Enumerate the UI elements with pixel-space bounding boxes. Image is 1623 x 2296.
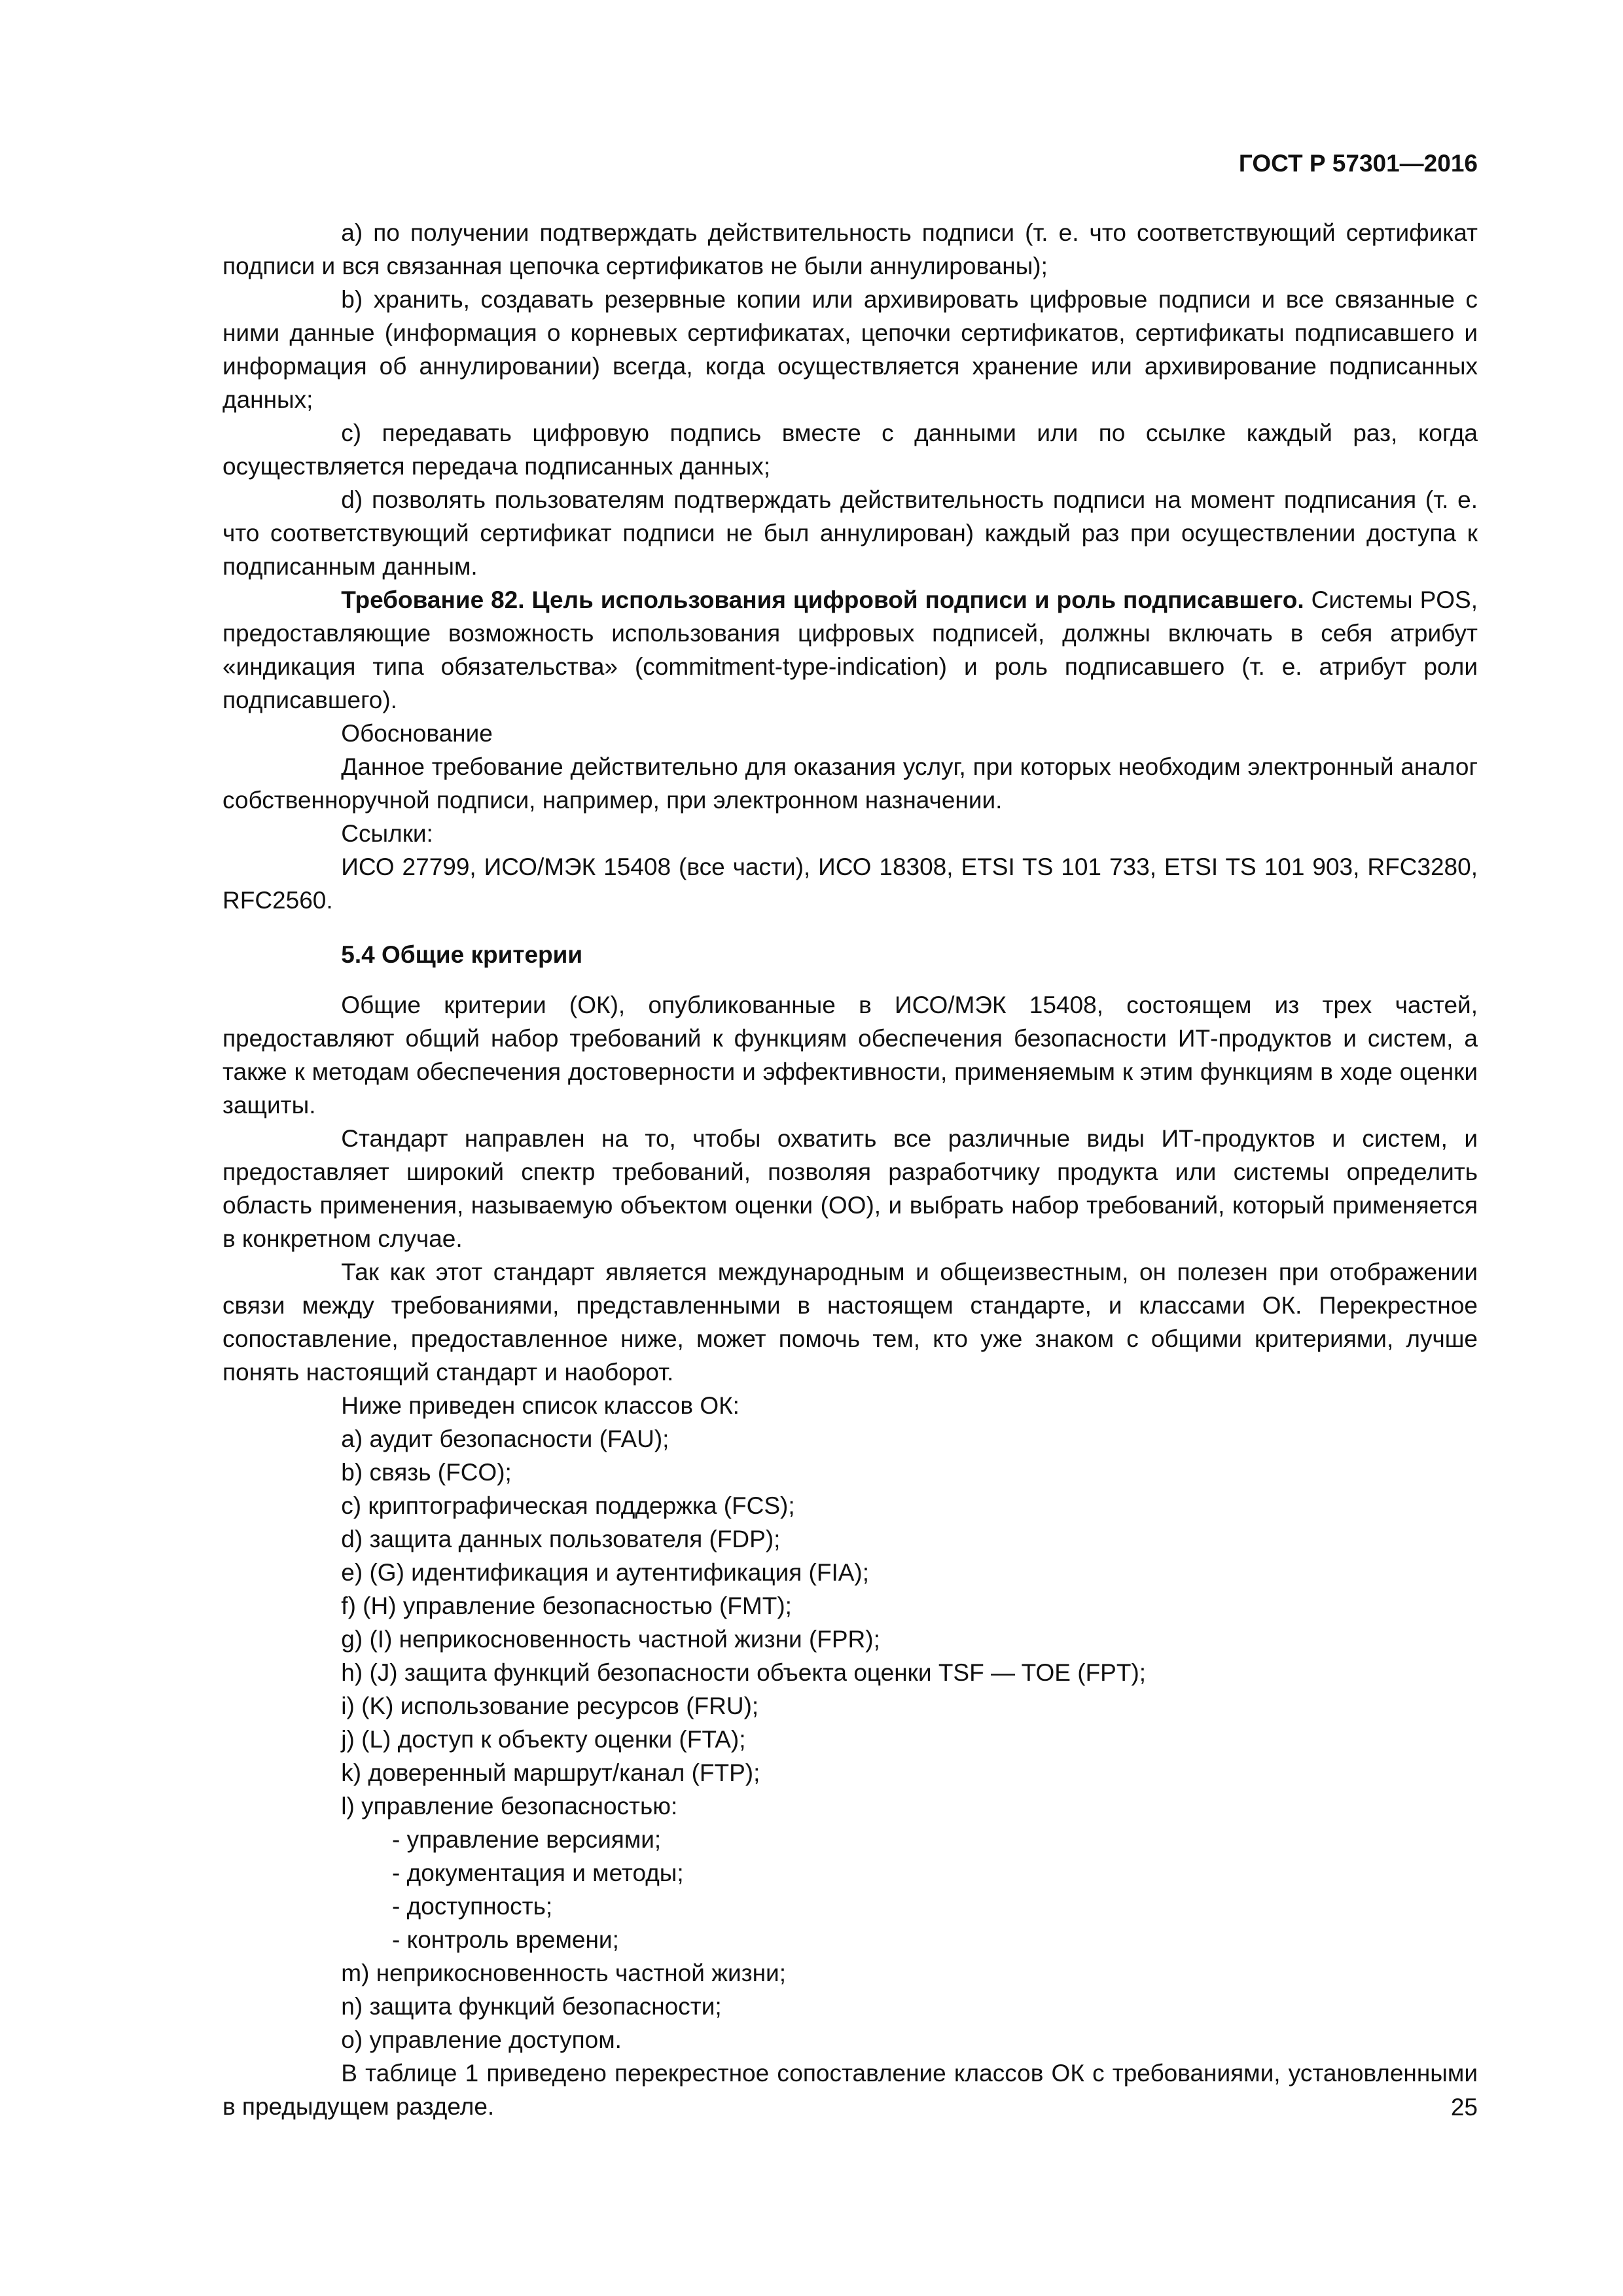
class-list-item: e) (G) идентификация и аутентификация (FIA);: [341, 1559, 870, 1586]
class-list-item: b) связь (FCO);: [341, 1459, 512, 1486]
subclass-list-item: - документация и методы;: [392, 1859, 684, 1886]
closing-paragraph: В таблице 1 приведено перекрестное сопоставление классов ОК с требованиями, установленными в предыдущем разделе.: [223, 2060, 1478, 2120]
class-list-item: d) защита данных пользователя (FDP);: [341, 1526, 781, 1552]
paragraph-3: Так как этот стандарт является международным и общеизвестным, он полезен при отображении связи между требованиями, представленными в настоящем стандарте, и классами ОК. Перекрестное сопоставление, предоставленное ниже, может помочь тем, кто уже знаком с общими критериями, лучше понять настоящий стандарт и наоборот.: [223, 1259, 1478, 1386]
class-list-item: o) управление доступом.: [341, 2026, 622, 2053]
class-list-item: n) защита функций безопасности;: [341, 1993, 722, 2020]
rationale-text: Данное требование действительно для оказания услуг, при которых необходим электронный аналог собственноручной подписи, например, при электронном назначении.: [223, 753, 1478, 814]
list-item-c: c) передавать цифровую подпись вместе с данными или по ссылке каждый раз, когда осуществляется передача подписанных данных;: [223, 420, 1478, 480]
list-item-a: a) по получении подтверждать действительность подписи (т. е. что соответствующий сертификат подписи и вся связанная цепочка сертификатов не были аннулированы);: [223, 219, 1478, 279]
section-title: 5.4 Общие критерии: [341, 941, 583, 968]
document-body: [223, 216, 1478, 2123]
class-list-item: h) (J) защита функций безопасности объекта оценки TSF — TOE (FPT);: [341, 1659, 1147, 1686]
rationale-label: Обоснование: [341, 720, 493, 747]
subclass-list-item: - доступность;: [392, 1893, 553, 1920]
subclass-list-item: - контроль времени;: [392, 1926, 619, 1953]
list-item-d: d) позволять пользователям подтверждать действительность подписи на момент подписания (т. е. что соответствующий сертификат подписи не был аннулирован) каждый раз при осуществлении доступа к подписанным данным.: [223, 486, 1478, 580]
class-list-item: j) (L) доступ к объекту оценки (FTA);: [341, 1726, 746, 1753]
references-text: ИСО 27799, ИСО/МЭК 15408 (все части), ИСО 18308, ETSI TS 101 733, ETSI TS 101 903, RFC3280, RFC2560.: [223, 853, 1478, 914]
paragraph-2: Стандарт направлен на то, чтобы охватить все различные виды ИТ-продуктов и систем, и предоставляет широкий спектр требований, позволяя разработчику продукта или системы определить область применения, называемую объектом оценки (ОО), и выбрать набор требований, который применяется в конкретном случае.: [223, 1125, 1478, 1252]
class-list-item: c) криптографическая поддержка (FCS);: [341, 1492, 795, 1519]
requirement-82-title: Требование 82. Цель использования цифровой подписи и роль подписавшего.: [341, 586, 1304, 613]
class-list-item: f) (H) управление безопасностью (FMT);: [341, 1592, 792, 1619]
class-list-item: m) неприкосновенность частной жизни;: [341, 1960, 786, 1986]
list-intro: Ниже приведен список классов ОК:: [341, 1392, 740, 1419]
list-item-b: b) хранить, создавать резервные копии или архивировать цифровые подписи и все связанные с ними данные (информация о корневых сертификатах, цепочки сертификатов, сертификаты подписавшего и информация об аннулировании) всегда, когда осуществляется хранение или архивирование подписанных данных;: [223, 286, 1478, 413]
page-number: 25: [1450, 2094, 1478, 2121]
class-list-item: a) аудит безопасности (FAU);: [341, 1426, 669, 1452]
subclass-list-item: - управление версиями;: [392, 1826, 662, 1853]
references-label: Ссылки:: [341, 820, 433, 847]
class-list-item: k) доверенный маршрут/канал (FTP);: [341, 1759, 760, 1786]
paragraph-1: Общие критерии (ОК), опубликованные в ИСО/МЭК 15408, состоящем из трех частей, предоставляют общий набор требований к функциям обеспечения безопасности ИТ-продуктов и систем, а также к методам обеспечения достоверности и эффективности, применяемым к этим функциям в ходе оценки защиты.: [223, 992, 1478, 1119]
class-list-item: i) (K) использование ресурсов (FRU);: [341, 1693, 759, 1719]
class-list-item: l) управление безопасностью:: [341, 1793, 678, 1820]
document-header: ГОСТ Р 57301—2016: [1238, 150, 1478, 177]
class-list-item: g) (I) неприкосновенность частной жизни (FPR);: [341, 1626, 880, 1653]
requirement-82-text: Системы POS, предоставляющие возможность использования цифровых подписей, должны включать в себя атрибут «индикация типа обязательства» (commitment-type-indication) и роль подписавшего (т. е. атрибут роли подписавшего).: [223, 586, 1478, 713]
requirement-82-paragraph: [223, 583, 1478, 717]
